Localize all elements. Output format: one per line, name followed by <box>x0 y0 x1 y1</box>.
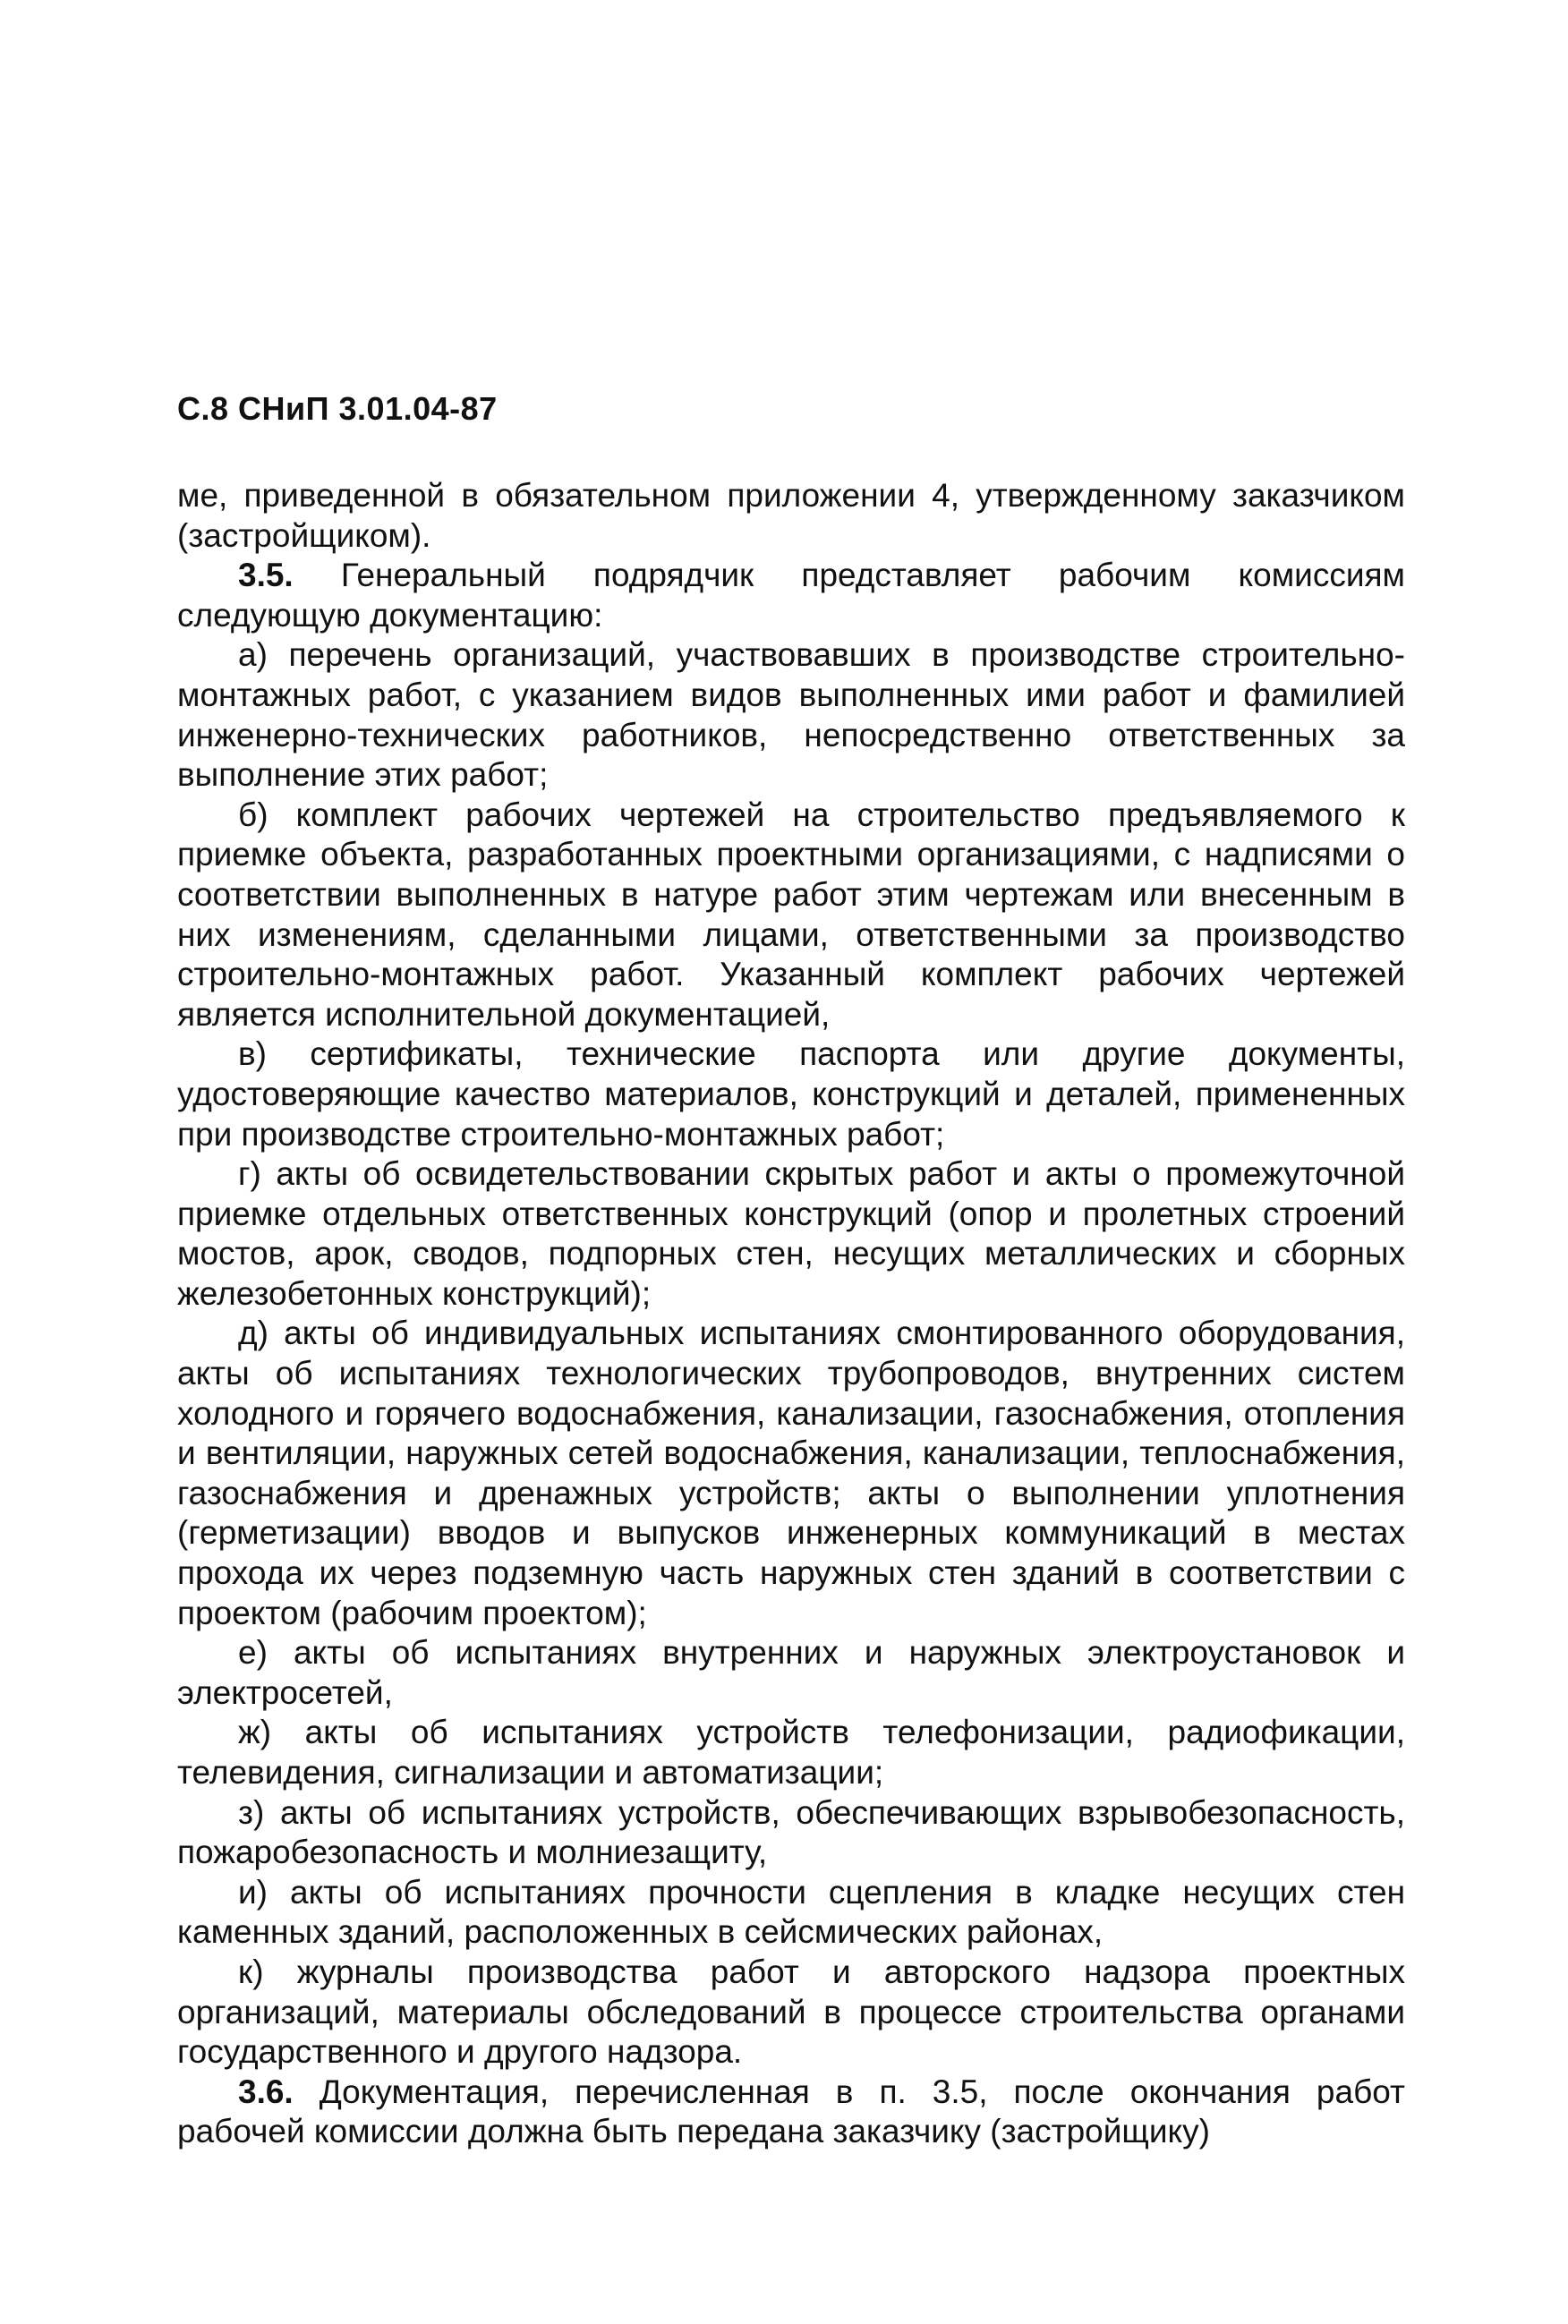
paragraph-text: Генеральный подрядчик представляет рабочим комиссиям следующую документацию: <box>177 557 1405 634</box>
list-item-i: и) акты об испытаниях прочности сцепления в кладке несущих стен каменных зданий, расположенных в сейсмических районах, <box>177 1873 1405 1951</box>
section-number: 3.5. <box>238 557 294 594</box>
list-item-z: з) акты об испытаниях устройств, обеспечивающих взрывобезопасность, пожаробезопасность и молниезащиту, <box>177 1793 1405 1871</box>
list-item-v: в) сертификаты, технические паспорта или другие документы, удостоверяющие качество материалов, конструкций и деталей, примененных при производстве строительно-монтажных работ; <box>177 1035 1405 1153</box>
paragraph-3-6 <box>177 2073 1405 2152</box>
list-item-a: а) перечень организаций, участвовавших в производстве строительно-монтажных работ, с указанием видов выполненных ими работ и фамилией инженерно-технических работников, непосредственно ответственных за выполнение этих работ; <box>177 636 1405 794</box>
list-item-k: к) журналы производства работ и авторского надзора проектных организаций, материалы обследований в процессе строительства органами государственного и другого надзора. <box>177 1953 1405 2071</box>
list-item-b: б) комплект рабочих чертежей на строительство предъявляемого к приемке объекта, разработанных проектными организациями, с надписями о соответствии выполненных в натуре работ этим чертежам или внесенным в них изменениям, сделанными лицами, ответственными за производство строительно-монтажных работ. Указанный комплект рабочих чертежей является исполнительной документацией, <box>177 796 1405 1033</box>
running-header: С.8 СНиП 3.01.04-87 <box>177 390 498 427</box>
paragraph-3-5 <box>177 556 1405 635</box>
body-text <box>177 476 1405 2152</box>
list-item-d: д) акты об индивидуальных испытаниях смонтированного оборудования, акты об испытаниях технологических трубопроводов, внутренних систем холодного и горячего водоснабжения, канализации, газоснабжения, отопления и вентиляции, наружных сетей водоснабжения, канализации, теплоснабжения, газоснабжения и дренажных устройств; акты о выполнении уплотнения (герметизации) вводов и выпусков инженерных коммуникаций в местах прохода их через подземную часть наружных стен зданий в соответствии с проектом (рабочим проектом); <box>177 1315 1405 1631</box>
paragraph-continuation: ме, приведенной в обязательном приложении 4, утвержденному заказчиком (застройщиком). <box>177 477 1405 554</box>
list-item-e: е) акты об испытаниях внутренних и наружных электроустановок и электросетей, <box>177 1634 1405 1711</box>
section-number: 3.6. <box>238 2073 294 2110</box>
list-item-zh: ж) акты об испытаниях устройств телефонизации, радиофикации, телевидения, сигнализации и автоматизации; <box>177 1714 1405 1791</box>
paragraph-text: Документация, перечисленная в п. 3.5, после окончания работ рабочей комиссии должна быть передана заказчику (застройщику) <box>177 2073 1405 2150</box>
list-item-g: г) акты об освидетельствовании скрытых работ и акты о промежуточной приемке отдельных ответственных конструкций (опор и пролетных строений мостов, арок, сводов, подпорных стен, несущих металлических и сборных железобетонных конструкций); <box>177 1155 1405 1312</box>
